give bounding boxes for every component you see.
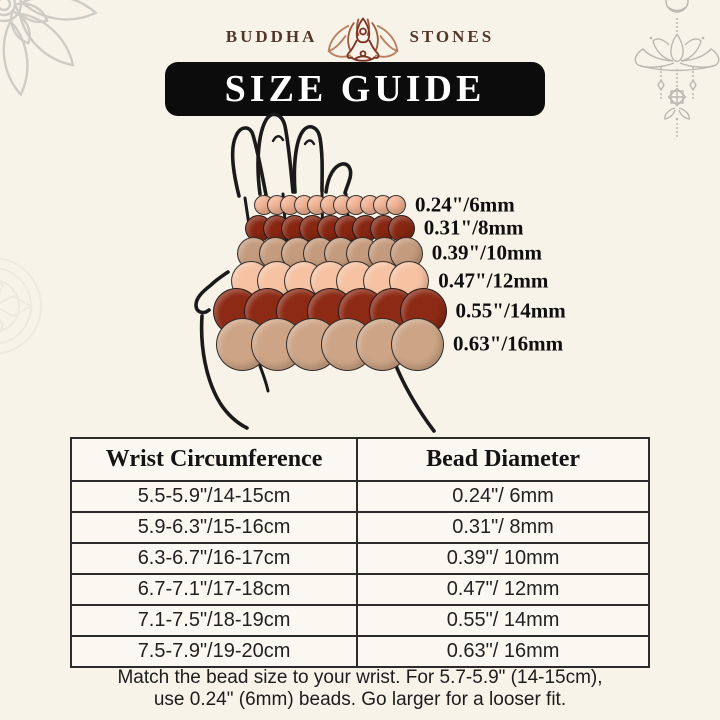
hand-bracelet-illustration bbox=[150, 112, 600, 460]
wrist-circumference-cell: 5.5-5.9"/14-15cm bbox=[71, 481, 357, 512]
bead bbox=[386, 195, 406, 215]
size-guide-title: SIZE GUIDE bbox=[224, 68, 486, 110]
brand-word-right: STONES bbox=[409, 27, 495, 46]
size-table-row bbox=[71, 512, 649, 543]
bead-diameter-cell: 0.24"/ 6mm bbox=[357, 481, 649, 512]
brand-word-left: BUDDHA bbox=[225, 27, 318, 46]
bead-size-label: 0.24"/6mm bbox=[415, 192, 515, 217]
wrist-circumference-cell: 7.5-7.9"/19-20cm bbox=[71, 636, 357, 667]
wrist-circumference-cell: 6.3-6.7"/16-17cm bbox=[71, 543, 357, 574]
bead-diameter-cell: 0.47"/ 12mm bbox=[357, 574, 649, 605]
bead bbox=[391, 318, 444, 371]
bead-size-label: 0.55"/14mm bbox=[455, 298, 566, 323]
bracelet-row-16mm bbox=[216, 318, 444, 371]
size-guide-banner bbox=[165, 62, 545, 116]
bracelet-row-6mm bbox=[254, 195, 406, 215]
bead-diameter-header: Bead Diameter bbox=[357, 438, 649, 481]
bead-size-label: 0.47"/12mm bbox=[438, 268, 549, 293]
bead-diameter-cell: 0.39"/ 10mm bbox=[357, 543, 649, 574]
size-table-row bbox=[71, 605, 649, 636]
fit-note-line2: use 0.24" (6mm) beads. Go larger for a looser fit. bbox=[153, 689, 567, 710]
size-table-row bbox=[71, 481, 649, 512]
wrist-circumference-header: Wrist Circumference bbox=[71, 438, 357, 481]
bead-diameter-cell: 0.63"/ 16mm bbox=[357, 636, 649, 667]
bead-size-label: 0.31"/8mm bbox=[423, 215, 524, 240]
meditating-lotus-icon bbox=[326, 12, 400, 62]
fit-note-line1: Match the bead size to your wrist. For 5.7-5.9" (14-15cm), bbox=[117, 667, 603, 688]
size-table-row bbox=[71, 574, 649, 605]
faint-mandala-watermark-icon bbox=[0, 246, 58, 366]
size-table bbox=[70, 437, 650, 668]
wrist-circumference-cell: 5.9-6.3"/15-16cm bbox=[71, 512, 357, 543]
wrist-circumference-cell: 6.7-7.1"/17-18cm bbox=[71, 574, 357, 605]
wrist-circumference-cell: 7.1-7.5"/18-19cm bbox=[71, 605, 357, 636]
brand-header bbox=[0, 12, 720, 62]
fit-note bbox=[0, 667, 720, 711]
bead-size-label: 0.39"/10mm bbox=[431, 240, 542, 265]
size-table-row bbox=[71, 636, 649, 667]
bead-diameter-cell: 0.31"/ 8mm bbox=[357, 512, 649, 543]
size-table-row bbox=[71, 543, 649, 574]
bead-size-label: 0.63"/16mm bbox=[452, 331, 564, 356]
bead-diameter-cell: 0.55"/ 14mm bbox=[357, 605, 649, 636]
